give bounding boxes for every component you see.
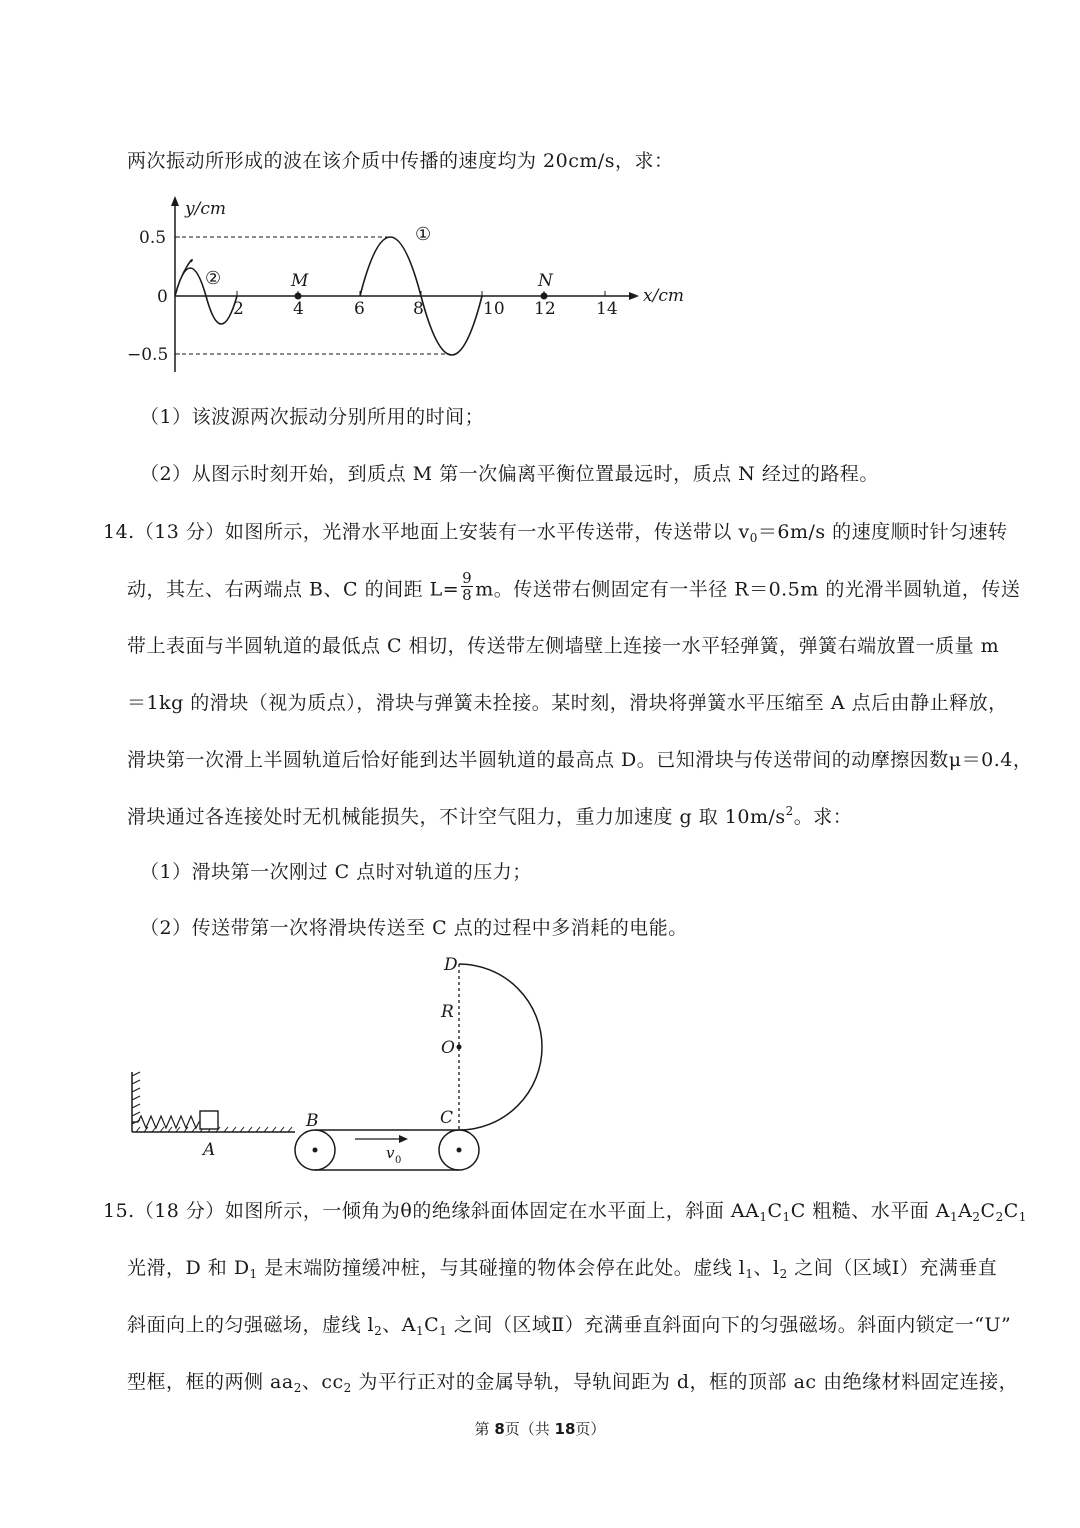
y-tick-bottom: −0.5 [127,345,169,365]
y-tick-top: 0.5 [139,228,167,248]
wave-1-label: ① [415,224,432,245]
x-tick-14: 14 [596,299,618,319]
velocity-arrowhead [399,1135,408,1143]
wave-figure [115,190,695,390]
x-tick-6: 6 [354,299,365,319]
left-pulley-axle [313,1148,318,1153]
page-footer: 第 8页（共 18页） [474,1420,606,1438]
label-r: R [441,1002,454,1022]
q15-line1: 15.（18 分）如图所示，一倾角为θ的绝缘斜面体固定在水平面上，斜面 $AA_1C_1C$ 粗糙、水平面 $A_1A_2C_2C_1$ [103,1200,1027,1224]
slider-block [200,1111,218,1129]
label-d: D [444,955,458,975]
q15-line2: 光滑，D 和 $D_1$ 是末端防撞缓冲桩，与其碰撞的物体会停在此处。虚线 $l_1$、$l_2$ 之间（区域Ⅰ）充满垂直 [127,1257,998,1281]
q14-part1: （1）滑块第一次刚过 C 点时对轨道的压力； [140,861,532,883]
q14-part2: （2）传送带第一次将滑块传送至 C 点的过程中多消耗的电能。 [140,917,688,939]
x-axis-arrow [629,292,639,300]
fraction-9-8: $\frac{9}{8}$ [462,569,473,604]
x-axis-label: x/cm [643,286,684,306]
right-pulley-axle [457,1148,462,1153]
x-tick-4: 4 [293,299,304,319]
wall-hatching [132,1072,140,1124]
belt-figure [120,950,560,1180]
label-a: A [203,1140,216,1160]
y-tick-zero: 0 [157,287,168,307]
page-total: 18 [554,1420,576,1438]
x-tick-10: 10 [483,299,505,319]
intro-line: 两次振动所形成的波在该介质中传播的速度均为 20cm/s，求： [127,150,674,172]
point-n-label: N [538,271,553,291]
q13-part2: （2）从图示时刻开始，到质点 M 第一次偏离平衡位置最远时，质点 N 经过的路程。 [140,463,879,485]
label-v: v [386,1144,395,1162]
center-o-dot [457,1045,462,1050]
label-o: O [441,1038,455,1058]
x-tick-12: 12 [534,299,556,319]
y-axis-arrow [171,196,179,206]
wave-2-label: ② [205,268,222,289]
q14-line1: 14.（13 分）如图所示，光滑水平地面上安装有一水平传送带，传送带以 $v_0=6m/s$ 的速度顺时针匀速转 [103,521,1008,545]
label-v-sub: 0 [395,1155,402,1166]
label-c: C [440,1108,454,1128]
label-b: B [306,1111,319,1131]
page-number: 8 [494,1420,505,1438]
q13-part1: （1）该波源两次振动分别所用的时间； [140,406,485,428]
q14-line2: 动，其左、右两端点 B、C 的间距 L= $\frac{9}{8}$ m。传送带右侧固定有一半径 R＝0.5m 的光滑半圆轨道，传送 [127,569,1021,604]
q14-line6: 滑块通过各连接处时无机械能损失，不计空气阻力，重力加速度 g 取 $10m/s^2$。求： [127,804,853,828]
x-tick-8: 8 [413,299,424,319]
point-m-label: M [291,271,309,291]
q14-line5: 滑块第一次滑上半圆轨道后恰好能到达半圆轨道的最高点 D。已知滑块与传送带间的动摩擦因数μ＝0.4， [127,749,1033,771]
spring [132,1116,200,1128]
semicircle-track [459,964,542,1130]
q14-line4: ＝1kg 的滑块（视为质点），滑块与弹簧未拴接。某时刻，滑块将弹簧水平压缩至 A 点后由静止释放， [127,692,1008,714]
x-tick-2: 2 [233,299,244,319]
y-axis-label: y/cm [185,199,226,219]
q14-line3: 带上表面与半圆轨道的最低点 C 相切，传送带左侧墙壁上连接一水平轻弹簧，弹簧右端放置一质量 m [127,635,1000,657]
q15-line4: 型框，框的两侧 $aa_2$、$cc_2$ 为平行正对的金属导轨，导轨间距为 d，框的顶部 ac 由绝缘材料固定连接， [127,1371,1019,1395]
q15-line3: 斜面向上的匀强磁场，虚线 $l_2$、$A_1C_1$ 之间（区域Ⅱ）充满垂直斜面向下的匀强磁场。斜面内锁定一“U” [127,1314,1012,1338]
